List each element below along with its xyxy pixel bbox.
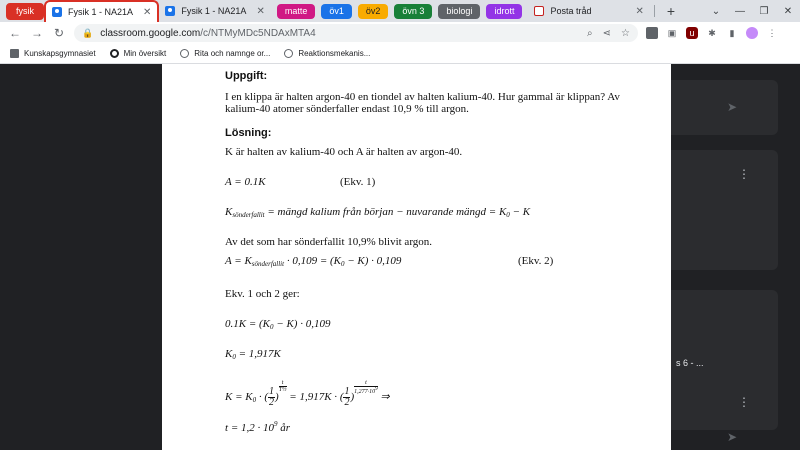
tab-search-icon[interactable]: ⌄ (711, 5, 721, 17)
equation-text: · 0,109 = (K (284, 255, 341, 267)
equation-text: − K) · 0,109 (344, 255, 402, 267)
bookmark-label: Reaktionsmekanis... (298, 49, 371, 58)
solution-heading: Lösning: (225, 127, 272, 139)
bookmark-star-icon[interactable]: ☆ (621, 27, 630, 39)
side-panel-icon[interactable]: ▮ (729, 28, 735, 38)
equation-1: A = 0.1K (225, 176, 266, 188)
classroom-icon (52, 7, 62, 17)
tab-fysik-1[interactable] (159, 0, 270, 22)
address-bar[interactable] (74, 24, 638, 42)
task-text-line2: kalium-40 atomer sönderfaller endast 10,9 % till argon. (225, 103, 469, 115)
browser-menu-icon[interactable]: ⋮ (767, 28, 777, 38)
window-controls (704, 0, 800, 22)
close-window-icon[interactable]: ✕ (783, 5, 793, 17)
bookmark-reaktionsmekanis[interactable] (284, 49, 370, 58)
exp-power: 9 (375, 387, 378, 392)
send-icon[interactable]: ➤ (727, 100, 738, 114)
equation-5: $K = K_0$ · ( $\frac{1}{2}$ ) $\frac{t}{\text{T½}} = 1,917K$ · ( $\frac{1}{2}$ ) $\frac{t}{1,277\cdot 10^9}$ ⇒ (225, 380, 390, 408)
url-host: classroom.google.com (100, 27, 201, 39)
screenshot-extension-icon[interactable] (646, 27, 658, 39)
zoom-icon[interactable]: ⌕ (587, 27, 593, 39)
tab-group-ov1[interactable]: öv1 (321, 4, 352, 19)
toolbar (0, 22, 800, 44)
stream-item-title[interactable]: s 6 - ... (676, 358, 704, 368)
close-icon[interactable]: ✕ (143, 6, 152, 18)
subscript: sönderfallit (232, 211, 265, 219)
tab-group-matte[interactable]: matte (277, 4, 316, 19)
bookmark-min-oversikt[interactable] (110, 49, 167, 58)
bookmark-label: Min översikt (123, 49, 167, 58)
bookmark-rita[interactable] (180, 49, 270, 58)
folder-icon (10, 49, 19, 58)
task-text-line1: I en klippa är halten argon-40 en tiondel av halten kalium-40. Hur gammal är klippan? Av (225, 91, 620, 103)
restore-icon[interactable]: ❐ (759, 5, 769, 17)
lock-icon[interactable]: 🔒 (82, 27, 94, 38)
tab-separator (654, 5, 655, 17)
tab-group-biologi[interactable]: biologi (438, 4, 480, 19)
tab-strip (0, 0, 800, 22)
exp-denominator: 1,277·10 (354, 389, 376, 395)
equation-3: $0.1K = (K_0 - K) \cdot 0,109$ (225, 318, 331, 331)
equation-2: $A = K_{sönderfallit} \cdot 0,109 = (K_0 - K) \cdot 0,109$ (225, 255, 402, 268)
equation-text: = mängd kalium från början − nuvarande mängd = K (264, 206, 507, 218)
tab-title: Fysik 1 - NA21A (68, 7, 134, 17)
tab-fysik-1-active[interactable] (44, 0, 159, 22)
decay-statement: Av det som har sönderfallit 10,9% blivit argon. (225, 236, 433, 248)
more-options-icon[interactable]: ⋮ (738, 167, 750, 181)
close-icon[interactable]: ✕ (256, 5, 265, 17)
attachment-document (162, 64, 671, 450)
subscript: sönderfallit (251, 260, 285, 268)
tab-title: Posta tråd (550, 6, 592, 16)
tab-group-idrott[interactable]: idrott (486, 4, 522, 19)
new-tab-icon[interactable]: + (666, 3, 676, 19)
send-icon[interactable]: ➤ (727, 430, 738, 444)
equation-1-label: (Ekv. 1) (340, 176, 376, 188)
logo-icon (110, 49, 119, 58)
tab-group-ovn3[interactable]: övn 3 (394, 4, 432, 19)
result-power: 9 (274, 420, 278, 428)
classroom-icon (165, 6, 175, 16)
tab-title: Fysik 1 - NA21A (181, 6, 247, 16)
gmail-icon (534, 6, 544, 16)
share-icon[interactable]: ⋖ (602, 27, 612, 39)
equation-text: − K) · 0,109 (273, 318, 331, 330)
more-options-icon[interactable]: ⋮ (738, 395, 750, 409)
result-unit: år (277, 422, 291, 434)
minimize-icon[interactable]: — (735, 5, 745, 17)
profile-avatar[interactable] (746, 27, 758, 39)
close-icon[interactable]: ✕ (635, 5, 644, 17)
equation-text: = 1,917K (235, 348, 281, 360)
forward-icon[interactable]: → (31, 26, 43, 40)
equation-text: = 1,917K · (286, 391, 338, 403)
bookmark-kunskapsgymnasiet[interactable] (10, 49, 96, 58)
bookmark-label: Rita och namnge or... (194, 49, 271, 58)
url-path: /c/NTMyMDc5NDAxMTA4 (200, 27, 316, 39)
extensions-area (646, 27, 778, 39)
task-heading: Uppgift: (225, 70, 268, 82)
globe-icon (180, 49, 189, 58)
bookmark-label: Kunskapsgymnasiet (24, 49, 96, 58)
ublock-extension-icon[interactable]: u (686, 27, 698, 39)
tab-posta-trad[interactable] (528, 0, 649, 22)
tab-group-ov2[interactable]: öv2 (358, 4, 389, 19)
result-equation: $t = 1,2 \cdot 10^9$ år (225, 420, 291, 434)
combine-text: Ekv. 1 och 2 ger: (225, 288, 300, 300)
globe-icon (284, 49, 293, 58)
reload-icon[interactable]: ↻ (53, 26, 65, 40)
result-value: = 1,2 · 10 (228, 422, 274, 434)
equation-decayed-definition: $K_{sönderfallit}$ = mängd kalium från början − nuvarande mängd = $K_0 - K$ (225, 206, 531, 219)
bookmarks-bar (0, 44, 800, 64)
equation-2-label: (Ekv. 2) (518, 255, 554, 267)
extensions-puzzle-icon[interactable]: ✱ (708, 28, 716, 38)
screen-capture-extension-icon[interactable]: ▣ (667, 28, 677, 38)
tab-group-fysik[interactable]: fysik (6, 3, 44, 20)
equation-text: 0.1K = (K (225, 318, 271, 330)
equation-text: − K (509, 206, 531, 218)
solution-intro: K är halten av kalium-40 och A är halten av argon-40. (225, 146, 463, 158)
equation-4: $K_0 = 1,917K$ (225, 348, 281, 361)
back-icon[interactable]: ← (9, 26, 21, 40)
